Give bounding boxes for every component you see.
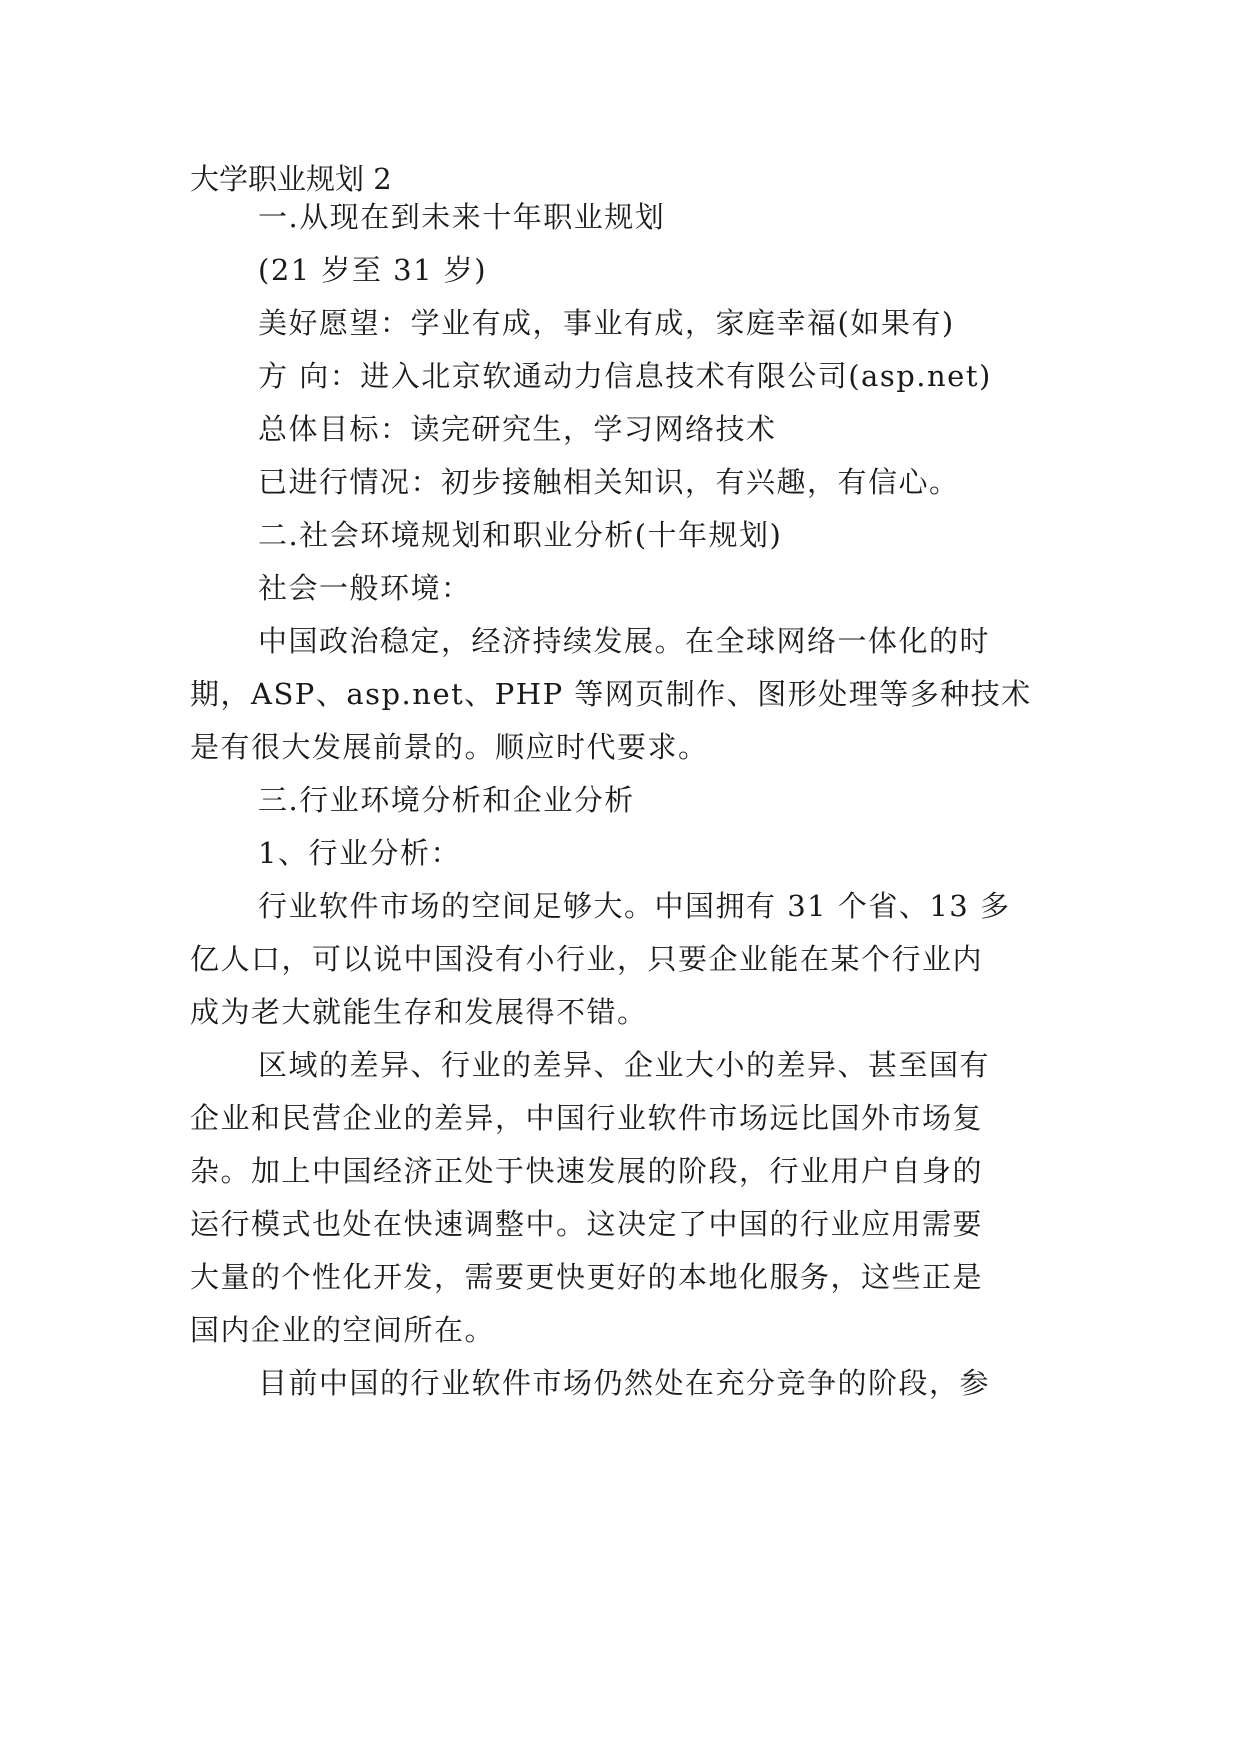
goal-line: 总体目标：读完研究生，学习网络技术	[258, 412, 777, 446]
age-range: (21 岁至 31 岁)	[258, 253, 488, 287]
paragraph-line: 是有很大发展前景的。顺应时代要求。	[190, 730, 709, 764]
paragraph-line: 目前中国的行业软件市场仍然处在充分竞争的阶段，参	[258, 1366, 991, 1400]
paragraph-line: 成为老大就能生存和发展得不错。	[190, 995, 648, 1029]
paragraph-line: 区域的差异、行业的差异、企业大小的差异、甚至国有	[258, 1048, 991, 1082]
direction-line: 方 向：进入北京软通动力信息技术有限公司(asp.net)	[258, 359, 992, 393]
section-heading-3: 三.行业环境分析和企业分析	[258, 783, 635, 817]
paragraph-line: 中国政治稳定，经济持续发展。在全球网络一体化的时	[258, 624, 991, 658]
wish-line: 美好愿望：学业有成，事业有成，家庭幸福(如果有)	[258, 306, 955, 340]
paragraph-line: 企业和民营企业的差异，中国行业软件市场远比国外市场复	[190, 1101, 984, 1135]
subsection-heading: 1、行业分析：	[258, 836, 461, 870]
paragraph-line: 期，ASP、asp.net、PHP 等网页制作、图形处理等多种技术	[190, 677, 1032, 711]
paragraph-line: 亿人口，可以说中国没有小行业，只要企业能在某个行业内	[190, 942, 984, 976]
progress-line: 已进行情况：初步接触相关知识，有兴趣，有信心。	[258, 465, 960, 499]
paragraph-line: 国内企业的空间所在。	[190, 1313, 496, 1347]
section-heading-1: 一.从现在到未来十年职业规划	[258, 200, 666, 234]
section-heading-2: 二.社会环境规划和职业分析(十年规划)	[258, 518, 783, 552]
paragraph-line: 大量的个性化开发，需要更快更好的本地化服务，这些正是	[190, 1260, 984, 1294]
paragraph-line: 行业软件市场的空间足够大。中国拥有 31 个省、13 多	[258, 889, 1011, 923]
paragraph-line: 杂。加上中国经济正处于快速发展的阶段，行业用户自身的	[190, 1154, 984, 1188]
paragraph-line: 运行模式也处在快速调整中。这决定了中国的行业应用需要	[190, 1207, 984, 1241]
general-env-heading: 社会一般环境：	[258, 571, 472, 605]
document-title: 大学职业规划 2	[190, 162, 392, 196]
